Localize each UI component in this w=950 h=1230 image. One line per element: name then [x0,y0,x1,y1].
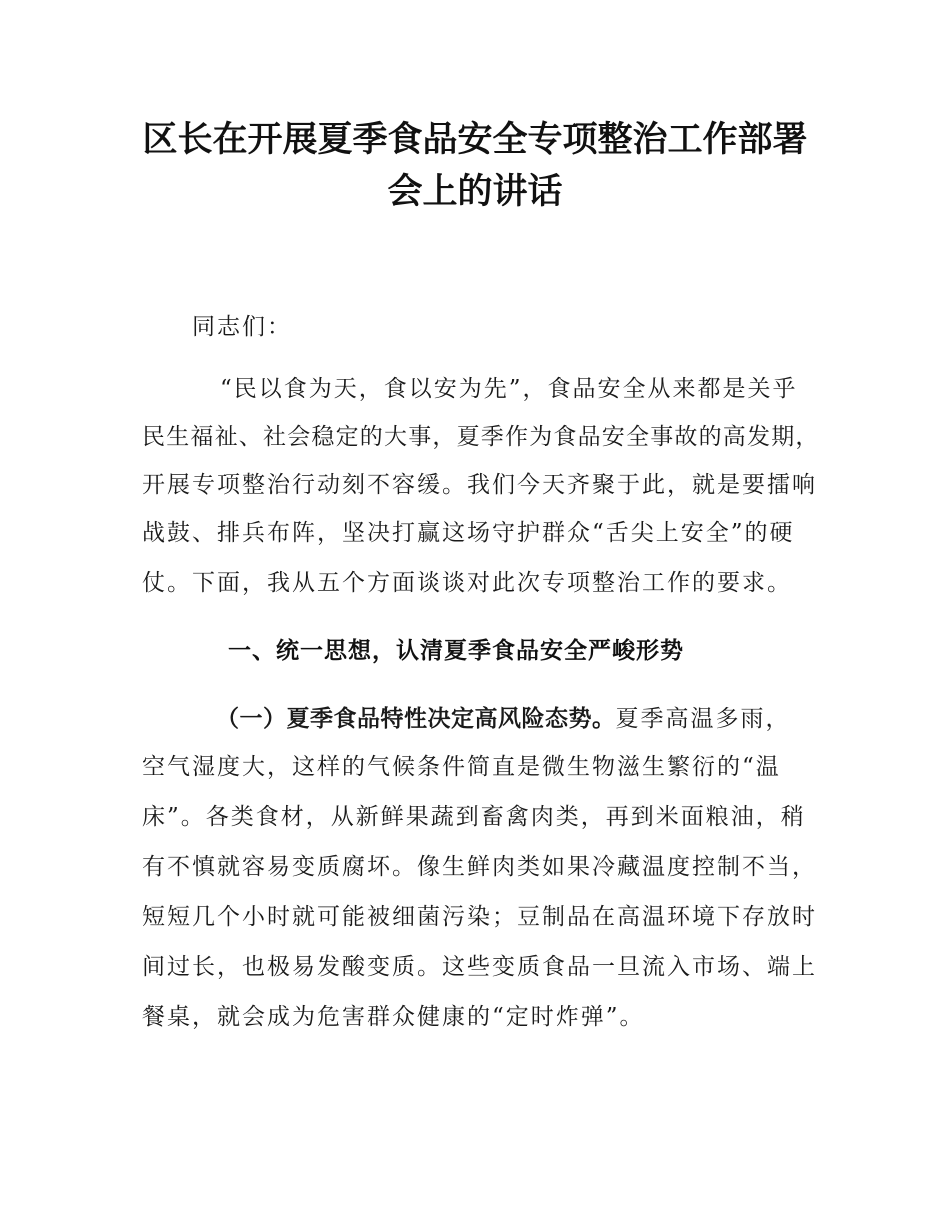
document-title-line-1: 区长在开展夏季食品安全专项整治工作部署 [142,120,808,160]
section-heading: 一、统一思想，认清夏季食品安全严峻形势 [228,638,684,664]
document-title-line-2: 会上的讲话 [387,172,563,212]
intro-line: 仗。下面，我从五个方面谈谈对此次专项整治工作的要求。 [142,570,792,596]
body-line: 餐桌，就会成为危害群众健康的“定时炸弹”。 [142,1004,645,1030]
subsection-first-line-rest: 夏季高温多雨， [615,706,791,732]
intro-line: 民生福祉、社会稳定的大事，夏季作为食品安全事故的高发期， [142,424,820,450]
body-line: 间过长，也极易发酸变质。这些变质食品一旦流入市场、端上 [142,954,817,980]
intro-line: “民以食为天，食以安为先”，食品安全从来都是关乎 [220,376,798,402]
body-line: 空气湿度大，这样的气候条件简直是微生物滋生繁衍的“温 [142,754,781,780]
body-line: 有不慎就容易变质腐坏。像生鲜肉类如果冷藏温度控制不当， [142,854,817,880]
body-line: 床”。各类食材，从新鲜果蔬到畜禽肉类，再到米面粮油，稍 [142,804,806,830]
intro-line: 战鼓、排兵布阵，坚决打赢这场守护群众“舌尖上安全”的硬 [142,520,795,546]
body-line: 短短几个小时就可能被细菌污染；豆制品在高温环境下存放时 [142,904,817,930]
subsection-lead: （一）夏季食品特性决定高风险态势。 [216,706,616,732]
subsection-first-line [216,702,896,736]
salutation: 同志们： [192,314,292,340]
intro-line: 开展专项整治行动刻不容缓。我们今天齐聚于此，就是要擂响 [142,472,817,498]
